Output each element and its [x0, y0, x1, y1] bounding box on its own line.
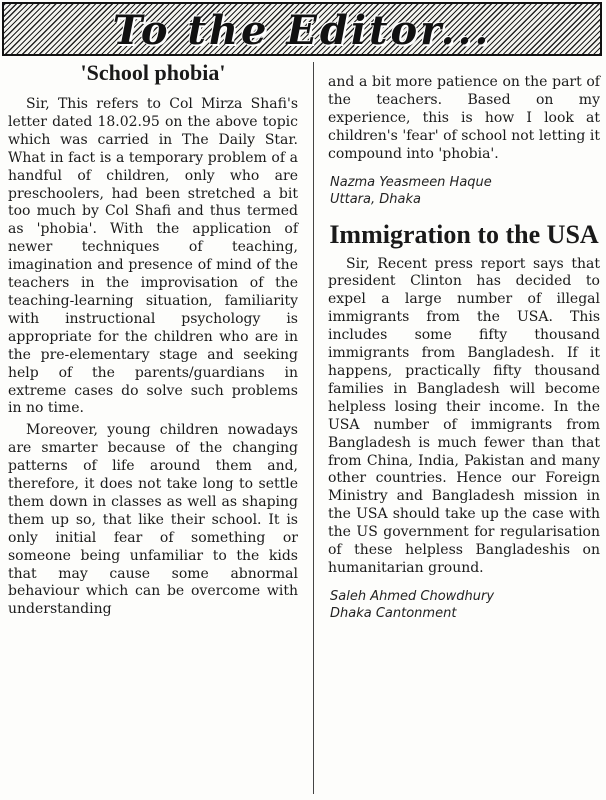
- signature-place: Dhaka Cantonment: [330, 605, 457, 621]
- letter-immigration-headline: Immigration to the USA: [329, 219, 599, 249]
- signature-place: Uttara, Dhaka: [330, 191, 421, 207]
- section-banner: [2, 2, 602, 56]
- letter-school-phobia-paragraph-2: Moreover, young children nowadays are smarter because of the changing patterns of life around them and, therefore, it does not take long to settle them down in classes as well as shaping them up so, that like their school. It is only initial fear of something or someone being unfamiliar to the kids that may cause some abnormal behaviour which can be overcome with understanding: [8, 422, 298, 618]
- signature-name: Nazma Yeasmeen Haque: [330, 174, 492, 190]
- letter-school-phobia-continuation: and a bit more patience on the part of the teachers. Based on my experience, this is how I look at children's 'fear' of school not letting it compound into 'phobia'.: [328, 74, 600, 162]
- section-title: To the Editor...: [112, 7, 492, 54]
- letter-school-phobia-headline: 'School phobia': [80, 60, 226, 85]
- letter-school-phobia-paragraph-1: Sir, This refers to Col Mirza Shafi's letter dated 18.02.95 on the above topic which was carried in The Daily Star. What in fact is a temporary problem of a handful of children, only who are preschoolers, had been stretched a bit too much by Col Shafi and thus termed as 'phobia'. With the application of newer techniques of teaching, imagination and presence of mind of the teachers in the improvisation of the teaching-learning situation, familiarity with instructional psychology is appropriate for the children who are in the pre-elementary stage and seeking help of the parents/guardians in extreme cases do solve such problems in no time.: [8, 96, 298, 417]
- right-column: [328, 74, 600, 622]
- left-column: [8, 60, 298, 619]
- signature-name: Saleh Ahmed Chowdhury: [330, 588, 495, 604]
- letter-immigration-paragraph: Sir, Recent press report says that president Clinton has decided to expel a large number of illegal immigrants from the USA. This includes some fifty thousand immigrants from Bangladesh. If it happens, practically fifty thousand families in Bangladesh will become helpless losing their income. In the USA number of immigrants from Bangladesh is much fewer than that from China, India, Pakistan and many other countries. Hence our Foreign Ministry and Bangladesh mission in the USA should take up the case with the US government for regularisation of these helpless Bangladeshis on humanitarian ground.: [328, 255, 600, 576]
- column-divider: [313, 62, 314, 794]
- letter-school-phobia-signature: [330, 174, 600, 208]
- letter-immigration-signature: [330, 588, 600, 622]
